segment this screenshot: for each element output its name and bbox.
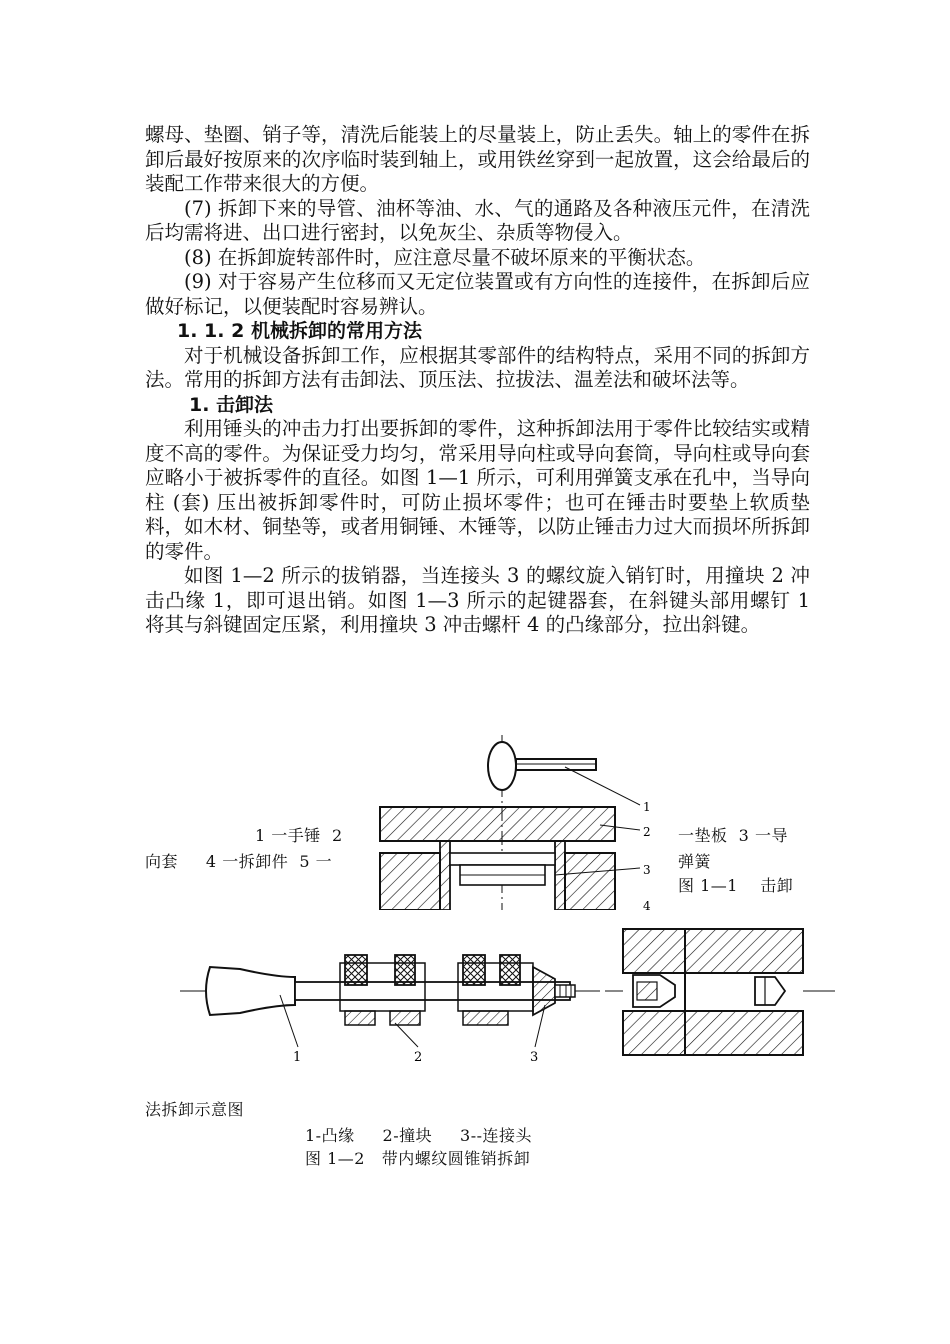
figure-1-2-drawing — [180, 935, 600, 1070]
subsection-heading: 1. 击卸法 — [189, 393, 274, 416]
paragraph-7: (7) 拆卸下来的导管、油杯等油、水、气的通路及各种液压元件，在清洗后均需将进、出口进行密封，以免灰尘、杂质等物侵入。 — [145, 196, 810, 244]
fig1-caption-right-2: 弹簧 — [678, 852, 712, 871]
fig1-label-2: 2 — [643, 825, 651, 839]
paragraph-8: (8) 在拆卸旋转部件时，应注意尽量不破坏原来的平衡状态。 — [184, 245, 706, 269]
paragraph-methods: 对于机械设备拆卸工作，应根据其零部件的结构特点，采用不同的拆卸方法。常用的拆卸方法有击卸法、顶压法、拉拔法、温差法和破坏法等。 — [145, 343, 810, 391]
fig2-title: 图 1—2 带内螺纹圆锥销拆卸 — [305, 1149, 531, 1168]
fig2-label-2: 2 — [414, 1050, 423, 1065]
fig2-label-1: 1 — [293, 1050, 302, 1065]
paragraph-9: (9) 对于容易产生位移而又无定位装置或有方向性的连接件，在拆卸后应做好标记，以便装配时容易辨认。 — [145, 270, 810, 318]
fig1-caption-continuation: 法拆卸示意图 — [145, 1100, 245, 1119]
paragraph-puller: 如图 1—2 所示的拔销器，当连接头 3 的螺纹旋入销钉时，用撞块 2 冲击凸缘 1，即可退出销。如图 1—3 所示的起键器套，在斜键头部用螺钉 1 将其与斜键固定压紧，利用撞块 3 冲击螺杆 4 的凸缘部分，拉出斜键。 — [145, 564, 810, 636]
figure-1-3-drawing — [605, 925, 835, 1060]
fig1-caption-left-1: 1 一手锤 2 — [255, 826, 343, 845]
fig1-caption-right-1: 一垫板 3 一导 — [678, 826, 788, 845]
fig1-caption-right-3: 图 1—1 击卸 — [678, 876, 794, 895]
body-text — [145, 123, 810, 638]
fig1-label-4: 4 — [643, 899, 651, 910]
paragraph-strike: 利用锤头的冲击力打出要拆卸的零件，这种拆卸法用于零件比较结实或精度不高的零件。为保证受力均匀，常采用导向柱或导向套筒，导向柱或导向套应略小于被拆零件的直径。如图 1—1 所示，可利用弹簧支承在孔中，当导向柱 (套) 压出被拆卸零件时，可防止损坏零件；也可在锤击时要垫上软质垫料，如木材、铜垫等，或者用铜锤、木锤等，以防止锤击力过大而损坏所拆卸的零件。 — [145, 417, 810, 563]
fig1-label-1: 1 — [643, 800, 651, 814]
fig2-label-3: 3 — [530, 1050, 539, 1065]
section-heading: 1. 1. 2 机械拆卸的常用方法 — [177, 320, 422, 342]
fig2-legend: 1-凸缘 2-撞块 3--连接头 — [305, 1126, 533, 1145]
fig1-label-3: 3 — [643, 863, 651, 877]
paragraph-1: 螺母、垫圈、销子等，清洗后能装上的尽量装上，防止丢失。轴上的零件在拆卸后最好按原来的次序临时装到轴上，或用铁丝穿到一起放置，这会给最后的装配工作带来很大的方便。 — [145, 123, 810, 195]
fig1-caption-left-2: 向套 4 一拆卸件 5 一 — [145, 852, 333, 871]
figure-1-1-drawing — [375, 735, 675, 910]
